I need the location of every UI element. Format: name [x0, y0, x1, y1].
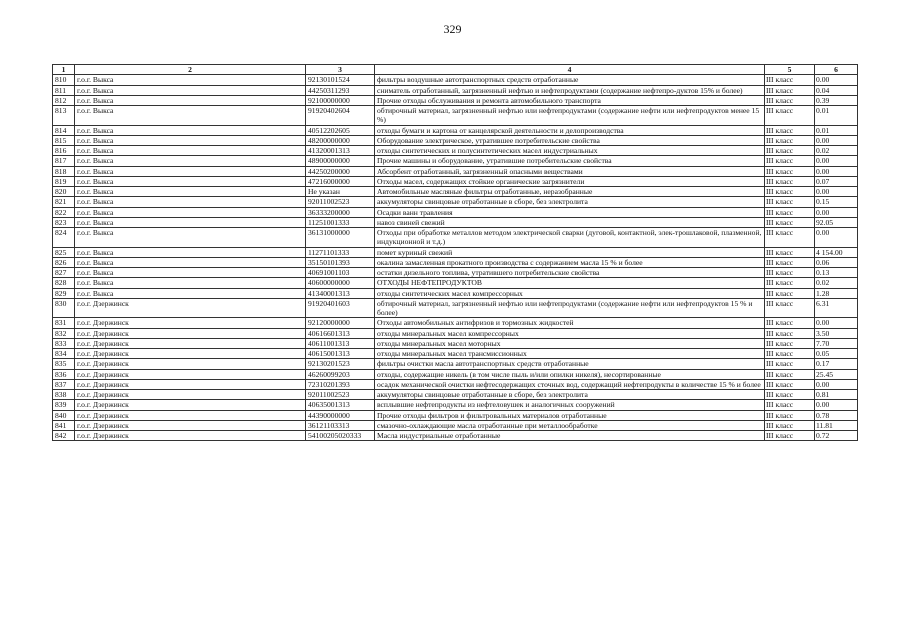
row-hazard-class: III класс — [765, 328, 815, 338]
row-municipality: г.о.г. Дзержинск — [75, 338, 306, 348]
table-row — [53, 156, 858, 166]
row-hazard-class: III класс — [765, 146, 815, 156]
table-row — [53, 257, 858, 267]
row-waste-name: ОТХОДЫ НЕФТЕПРОДУКТОВ — [375, 278, 765, 288]
row-waste-name: обтирочный материал, загрязненный нефтью или нефтепродуктами (содержание нефти или нефтепродуктов менее 15 %) — [375, 106, 765, 126]
row-hazard-class: III класс — [765, 75, 815, 85]
table-row — [53, 125, 858, 135]
row-waste-code: 92011002523 — [306, 197, 375, 207]
row-hazard-class: III класс — [765, 278, 815, 288]
table-row — [53, 207, 858, 217]
row-amount: 0.00 — [815, 228, 858, 248]
row-waste-code: 92130101524 — [306, 75, 375, 85]
row-waste-name: Автомобильные масляные фильтры отработанные, неразобранные — [375, 187, 765, 197]
row-waste-code: 92011002523 — [306, 390, 375, 400]
row-municipality: г.о.г. Выкса — [75, 135, 306, 145]
row-hazard-class: III класс — [765, 187, 815, 197]
row-number: 837 — [53, 379, 75, 389]
row-municipality: г.о.г. Выкса — [75, 268, 306, 278]
table-row — [53, 410, 858, 420]
row-waste-name: Прочие отходы фильтров и фильтровальных материалов отработанные — [375, 410, 765, 420]
row-amount: 0.72 — [815, 431, 858, 441]
column-header: 6 — [815, 65, 858, 75]
row-number: 828 — [53, 278, 75, 288]
row-waste-code: 91920401603 — [306, 298, 375, 318]
row-amount: 1.28 — [815, 288, 858, 298]
column-header: 4 — [375, 65, 765, 75]
row-municipality: г.о.г. Дзержинск — [75, 318, 306, 328]
table-header-row — [53, 65, 858, 75]
row-hazard-class: III класс — [765, 298, 815, 318]
row-municipality: г.о.г. Выкса — [75, 247, 306, 257]
row-number: 842 — [53, 431, 75, 441]
row-number: 840 — [53, 410, 75, 420]
row-hazard-class: III класс — [765, 197, 815, 207]
row-municipality: г.о.г. Дзержинск — [75, 420, 306, 430]
row-hazard-class: III класс — [765, 135, 815, 145]
row-number: 830 — [53, 298, 75, 318]
row-waste-name: смазочно-охлаждающие масла отработанные при металлообработке — [375, 420, 765, 430]
table-row — [53, 369, 858, 379]
row-waste-name: окалина замасленная прокатного производства с содержанием масла 15 % и более — [375, 257, 765, 267]
row-waste-name: остатки дизельного топлива, утратившего потребительские свойства — [375, 268, 765, 278]
row-waste-name: всплывшие нефтепродукты из нефтеловушек и аналогичных сооружений — [375, 400, 765, 410]
row-hazard-class: III класс — [765, 431, 815, 441]
row-amount: 0.17 — [815, 359, 858, 369]
table-row — [53, 390, 858, 400]
row-waste-code: 41320001313 — [306, 146, 375, 156]
row-hazard-class: III класс — [765, 217, 815, 227]
page-number: 329 — [443, 22, 462, 36]
row-municipality: г.о.г. Дзержинск — [75, 390, 306, 400]
table-row — [53, 95, 858, 105]
row-amount: 0.02 — [815, 278, 858, 288]
row-waste-name: помет куриный свежий — [375, 247, 765, 257]
row-waste-code: 92120000000 — [306, 318, 375, 328]
row-waste-name: отходы минеральных масел моторных — [375, 338, 765, 348]
row-hazard-class: III класс — [765, 288, 815, 298]
table-row — [53, 288, 858, 298]
row-number: 815 — [53, 135, 75, 145]
row-amount: 0.00 — [815, 187, 858, 197]
row-waste-name: фильтры воздушные автотранспортных средств отработанные — [375, 75, 765, 85]
row-municipality: г.о.г. Выкса — [75, 176, 306, 186]
row-amount: 0.06 — [815, 257, 858, 267]
row-number: 816 — [53, 146, 75, 156]
row-amount: 0.00 — [815, 207, 858, 217]
column-header: 5 — [765, 65, 815, 75]
row-waste-code: 40691001103 — [306, 268, 375, 278]
row-hazard-class: III класс — [765, 207, 815, 217]
row-waste-code: 40611001313 — [306, 338, 375, 348]
table-row — [53, 197, 858, 207]
row-waste-name: отходы бумаги и картона от канцелярской деятельности и делопроизводства — [375, 125, 765, 135]
row-number: 819 — [53, 176, 75, 186]
row-hazard-class: III класс — [765, 156, 815, 166]
row-waste-code: 91920402604 — [306, 106, 375, 126]
table-body — [53, 75, 858, 441]
row-hazard-class: III класс — [765, 95, 815, 105]
row-waste-code: 44250200000 — [306, 166, 375, 176]
row-municipality: г.о.г. Выкса — [75, 197, 306, 207]
table-row — [53, 359, 858, 369]
row-waste-name: Отходы автомобильных антифризов и тормозных жидкостей — [375, 318, 765, 328]
table-row — [53, 85, 858, 95]
row-hazard-class: III класс — [765, 85, 815, 95]
row-number: 835 — [53, 359, 75, 369]
row-municipality: г.о.г. Дзержинск — [75, 298, 306, 318]
table-row — [53, 328, 858, 338]
row-waste-name: Масла индустриальные отработанные — [375, 431, 765, 441]
row-hazard-class: III класс — [765, 359, 815, 369]
row-municipality: г.о.г. Выкса — [75, 146, 306, 156]
table-row — [53, 187, 858, 197]
row-number: 839 — [53, 400, 75, 410]
row-waste-name: обтирочный материал, загрязненный нефтью или нефтепродуктами (содержание нефти или нефтепродуктов 15 % и более) — [375, 298, 765, 318]
row-municipality: г.о.г. Выкса — [75, 75, 306, 85]
row-waste-name: аккумуляторы свинцовые отработанные в сборе, без электролита — [375, 197, 765, 207]
row-hazard-class: III класс — [765, 125, 815, 135]
row-amount: 0.00 — [815, 135, 858, 145]
table-row — [53, 176, 858, 186]
row-hazard-class: III класс — [765, 106, 815, 126]
row-municipality: г.о.г. Выкса — [75, 207, 306, 217]
row-number: 813 — [53, 106, 75, 126]
row-amount: 4 154.00 — [815, 247, 858, 257]
row-amount: 0.05 — [815, 349, 858, 359]
row-municipality: г.о.г. Выкса — [75, 228, 306, 248]
row-hazard-class: III класс — [765, 318, 815, 328]
row-number: 826 — [53, 257, 75, 267]
row-hazard-class: III класс — [765, 390, 815, 400]
row-hazard-class: III класс — [765, 228, 815, 248]
row-waste-name: Прочие отходы обслуживания и ремонта автомобильного транспорта — [375, 95, 765, 105]
row-waste-name: Осадки ванн травления — [375, 207, 765, 217]
row-waste-code: 40635001313 — [306, 400, 375, 410]
row-amount: 0.81 — [815, 390, 858, 400]
row-waste-name: отходы минеральных масел компрессорных — [375, 328, 765, 338]
row-number: 821 — [53, 197, 75, 207]
row-waste-code: 36333200000 — [306, 207, 375, 217]
row-amount: 11.81 — [815, 420, 858, 430]
row-amount: 0.00 — [815, 156, 858, 166]
row-waste-name: аккумуляторы свинцовые отработанные в сборе, без электролита — [375, 390, 765, 400]
row-waste-code: 11251001333 — [306, 217, 375, 227]
row-waste-name: отходы синтетических и полусинтетических масел индустриальных — [375, 146, 765, 156]
row-waste-code: 46260099203 — [306, 369, 375, 379]
row-hazard-class: III класс — [765, 247, 815, 257]
row-hazard-class: III класс — [765, 369, 815, 379]
row-amount: 25.45 — [815, 369, 858, 379]
row-waste-name: Отходы масел, содержащих стойкие органические загрязнители — [375, 176, 765, 186]
row-waste-code: 48900000000 — [306, 156, 375, 166]
row-hazard-class: III класс — [765, 349, 815, 359]
row-waste-code: 44390000000 — [306, 410, 375, 420]
row-amount: 0.00 — [815, 75, 858, 85]
waste-registry-table — [52, 64, 858, 441]
row-municipality: г.о.г. Выкса — [75, 288, 306, 298]
row-municipality: г.о.г. Выкса — [75, 156, 306, 166]
table-row — [53, 318, 858, 328]
row-waste-name: Абсорбент отработанный, загрязненный опасными веществами — [375, 166, 765, 176]
row-amount: 0.00 — [815, 318, 858, 328]
row-number: 833 — [53, 338, 75, 348]
row-waste-code: 40600000000 — [306, 278, 375, 288]
row-number: 818 — [53, 166, 75, 176]
row-number: 836 — [53, 369, 75, 379]
row-municipality: г.о.г. Выкса — [75, 85, 306, 95]
row-hazard-class: III класс — [765, 410, 815, 420]
row-amount: 0.04 — [815, 85, 858, 95]
row-amount: 0.78 — [815, 410, 858, 420]
table-row — [53, 135, 858, 145]
row-number: 838 — [53, 390, 75, 400]
row-municipality: г.о.г. Дзержинск — [75, 359, 306, 369]
row-hazard-class: III класс — [765, 420, 815, 430]
row-number: 832 — [53, 328, 75, 338]
row-waste-code: 44250311293 — [306, 85, 375, 95]
row-waste-code: 54100205020333 — [306, 431, 375, 441]
row-waste-code: 72310201393 — [306, 379, 375, 389]
row-waste-name: Оборудование электрическое, утратившее потребительские свойства — [375, 135, 765, 145]
row-hazard-class: III класс — [765, 268, 815, 278]
column-header: 1 — [53, 65, 75, 75]
row-waste-code: 35150101393 — [306, 257, 375, 267]
row-waste-code: 11271101333 — [306, 247, 375, 257]
row-municipality: г.о.г. Выкса — [75, 106, 306, 126]
row-municipality: г.о.г. Дзержинск — [75, 410, 306, 420]
table-row — [53, 431, 858, 441]
row-number: 825 — [53, 247, 75, 257]
row-waste-code: Не указан — [306, 187, 375, 197]
row-municipality: г.о.г. Дзержинск — [75, 400, 306, 410]
table-row — [53, 338, 858, 348]
row-number: 831 — [53, 318, 75, 328]
table-row — [53, 217, 858, 227]
row-waste-name: отходы минеральных масел трансмиссионных — [375, 349, 765, 359]
row-number: 841 — [53, 420, 75, 430]
row-municipality: г.о.г. Выкса — [75, 166, 306, 176]
row-municipality: г.о.г. Дзержинск — [75, 349, 306, 359]
row-amount: 0.39 — [815, 95, 858, 105]
table-row — [53, 420, 858, 430]
row-number: 810 — [53, 75, 75, 85]
row-municipality: г.о.г. Дзержинск — [75, 379, 306, 389]
row-hazard-class: III класс — [765, 400, 815, 410]
row-hazard-class: III класс — [765, 166, 815, 176]
row-waste-code: 40616601313 — [306, 328, 375, 338]
table-row — [53, 278, 858, 288]
row-waste-name: Отходы при обработке металлов методом электрической сварки (дуговой, контактной, элек-трошлаковой, плазменной, индукционной и т.д.) — [375, 228, 765, 248]
table-row — [53, 166, 858, 176]
table-row — [53, 75, 858, 85]
column-header: 2 — [75, 65, 306, 75]
row-amount: 92.05 — [815, 217, 858, 227]
row-municipality: г.о.г. Дзержинск — [75, 328, 306, 338]
row-number: 814 — [53, 125, 75, 135]
row-waste-code: 36131000000 — [306, 228, 375, 248]
row-amount: 0.01 — [815, 125, 858, 135]
row-waste-name: навоз свиней свежий — [375, 217, 765, 227]
row-number: 817 — [53, 156, 75, 166]
row-amount: 0.00 — [815, 400, 858, 410]
row-municipality: г.о.г. Дзержинск — [75, 431, 306, 441]
row-amount: 0.00 — [815, 166, 858, 176]
row-number: 811 — [53, 85, 75, 95]
row-municipality: г.о.г. Выкса — [75, 278, 306, 288]
row-municipality: г.о.г. Дзержинск — [75, 369, 306, 379]
table-row — [53, 106, 858, 126]
row-waste-code: 47216000000 — [306, 176, 375, 186]
row-municipality: г.о.г. Выкса — [75, 187, 306, 197]
row-hazard-class: III класс — [765, 257, 815, 267]
table-row — [53, 228, 858, 248]
row-municipality: г.о.г. Выкса — [75, 125, 306, 135]
row-amount: 0.13 — [815, 268, 858, 278]
row-number: 823 — [53, 217, 75, 227]
row-number: 812 — [53, 95, 75, 105]
row-waste-name: осадок механической очистки нефтесодержащих сточных вод, содержащий нефтепродукты в количестве 15 % и более — [375, 379, 765, 389]
row-hazard-class: III класс — [765, 379, 815, 389]
table-row — [53, 268, 858, 278]
table-row — [53, 247, 858, 257]
row-number: 820 — [53, 187, 75, 197]
table-row — [53, 379, 858, 389]
row-amount: 0.15 — [815, 197, 858, 207]
row-waste-name: сниматель отработанный, загрязненный нефтью и нефтепродуктами (содержание нефтепро-дуктов 15% и более) — [375, 85, 765, 95]
row-waste-code: 92130201523 — [306, 359, 375, 369]
row-hazard-class: III класс — [765, 338, 815, 348]
row-waste-code: 36121103313 — [306, 420, 375, 430]
table-row — [53, 349, 858, 359]
row-waste-name: фильтры очистки масла автотранспортных средств отработанные — [375, 359, 765, 369]
row-waste-code: 41340001313 — [306, 288, 375, 298]
row-municipality: г.о.г. Выкса — [75, 95, 306, 105]
row-number: 822 — [53, 207, 75, 217]
row-municipality: г.о.г. Выкса — [75, 257, 306, 267]
row-amount: 3.50 — [815, 328, 858, 338]
row-number: 827 — [53, 268, 75, 278]
table-row — [53, 146, 858, 156]
row-number: 824 — [53, 228, 75, 248]
row-waste-code: 40615001313 — [306, 349, 375, 359]
row-waste-name: Прочие машины и оборудование, утратившие потребительские свойства — [375, 156, 765, 166]
row-hazard-class: III класс — [765, 176, 815, 186]
row-municipality: г.о.г. Выкса — [75, 217, 306, 227]
row-amount: 7.70 — [815, 338, 858, 348]
row-amount: 0.01 — [815, 106, 858, 126]
row-amount: 0.00 — [815, 379, 858, 389]
column-header: 3 — [306, 65, 375, 75]
table-row — [53, 400, 858, 410]
row-amount: 0.07 — [815, 176, 858, 186]
row-amount: 0.02 — [815, 146, 858, 156]
row-amount: 6.31 — [815, 298, 858, 318]
row-waste-name: отходы синтетических масел компрессорных — [375, 288, 765, 298]
table-row — [53, 298, 858, 318]
row-waste-code: 92100000000 — [306, 95, 375, 105]
row-number: 829 — [53, 288, 75, 298]
row-waste-name: отходы, содержащие никель (в том числе пыль и/или опилки никеля), несортированные — [375, 369, 765, 379]
row-waste-code: 48200000000 — [306, 135, 375, 145]
row-waste-code: 40512202605 — [306, 125, 375, 135]
row-number: 834 — [53, 349, 75, 359]
